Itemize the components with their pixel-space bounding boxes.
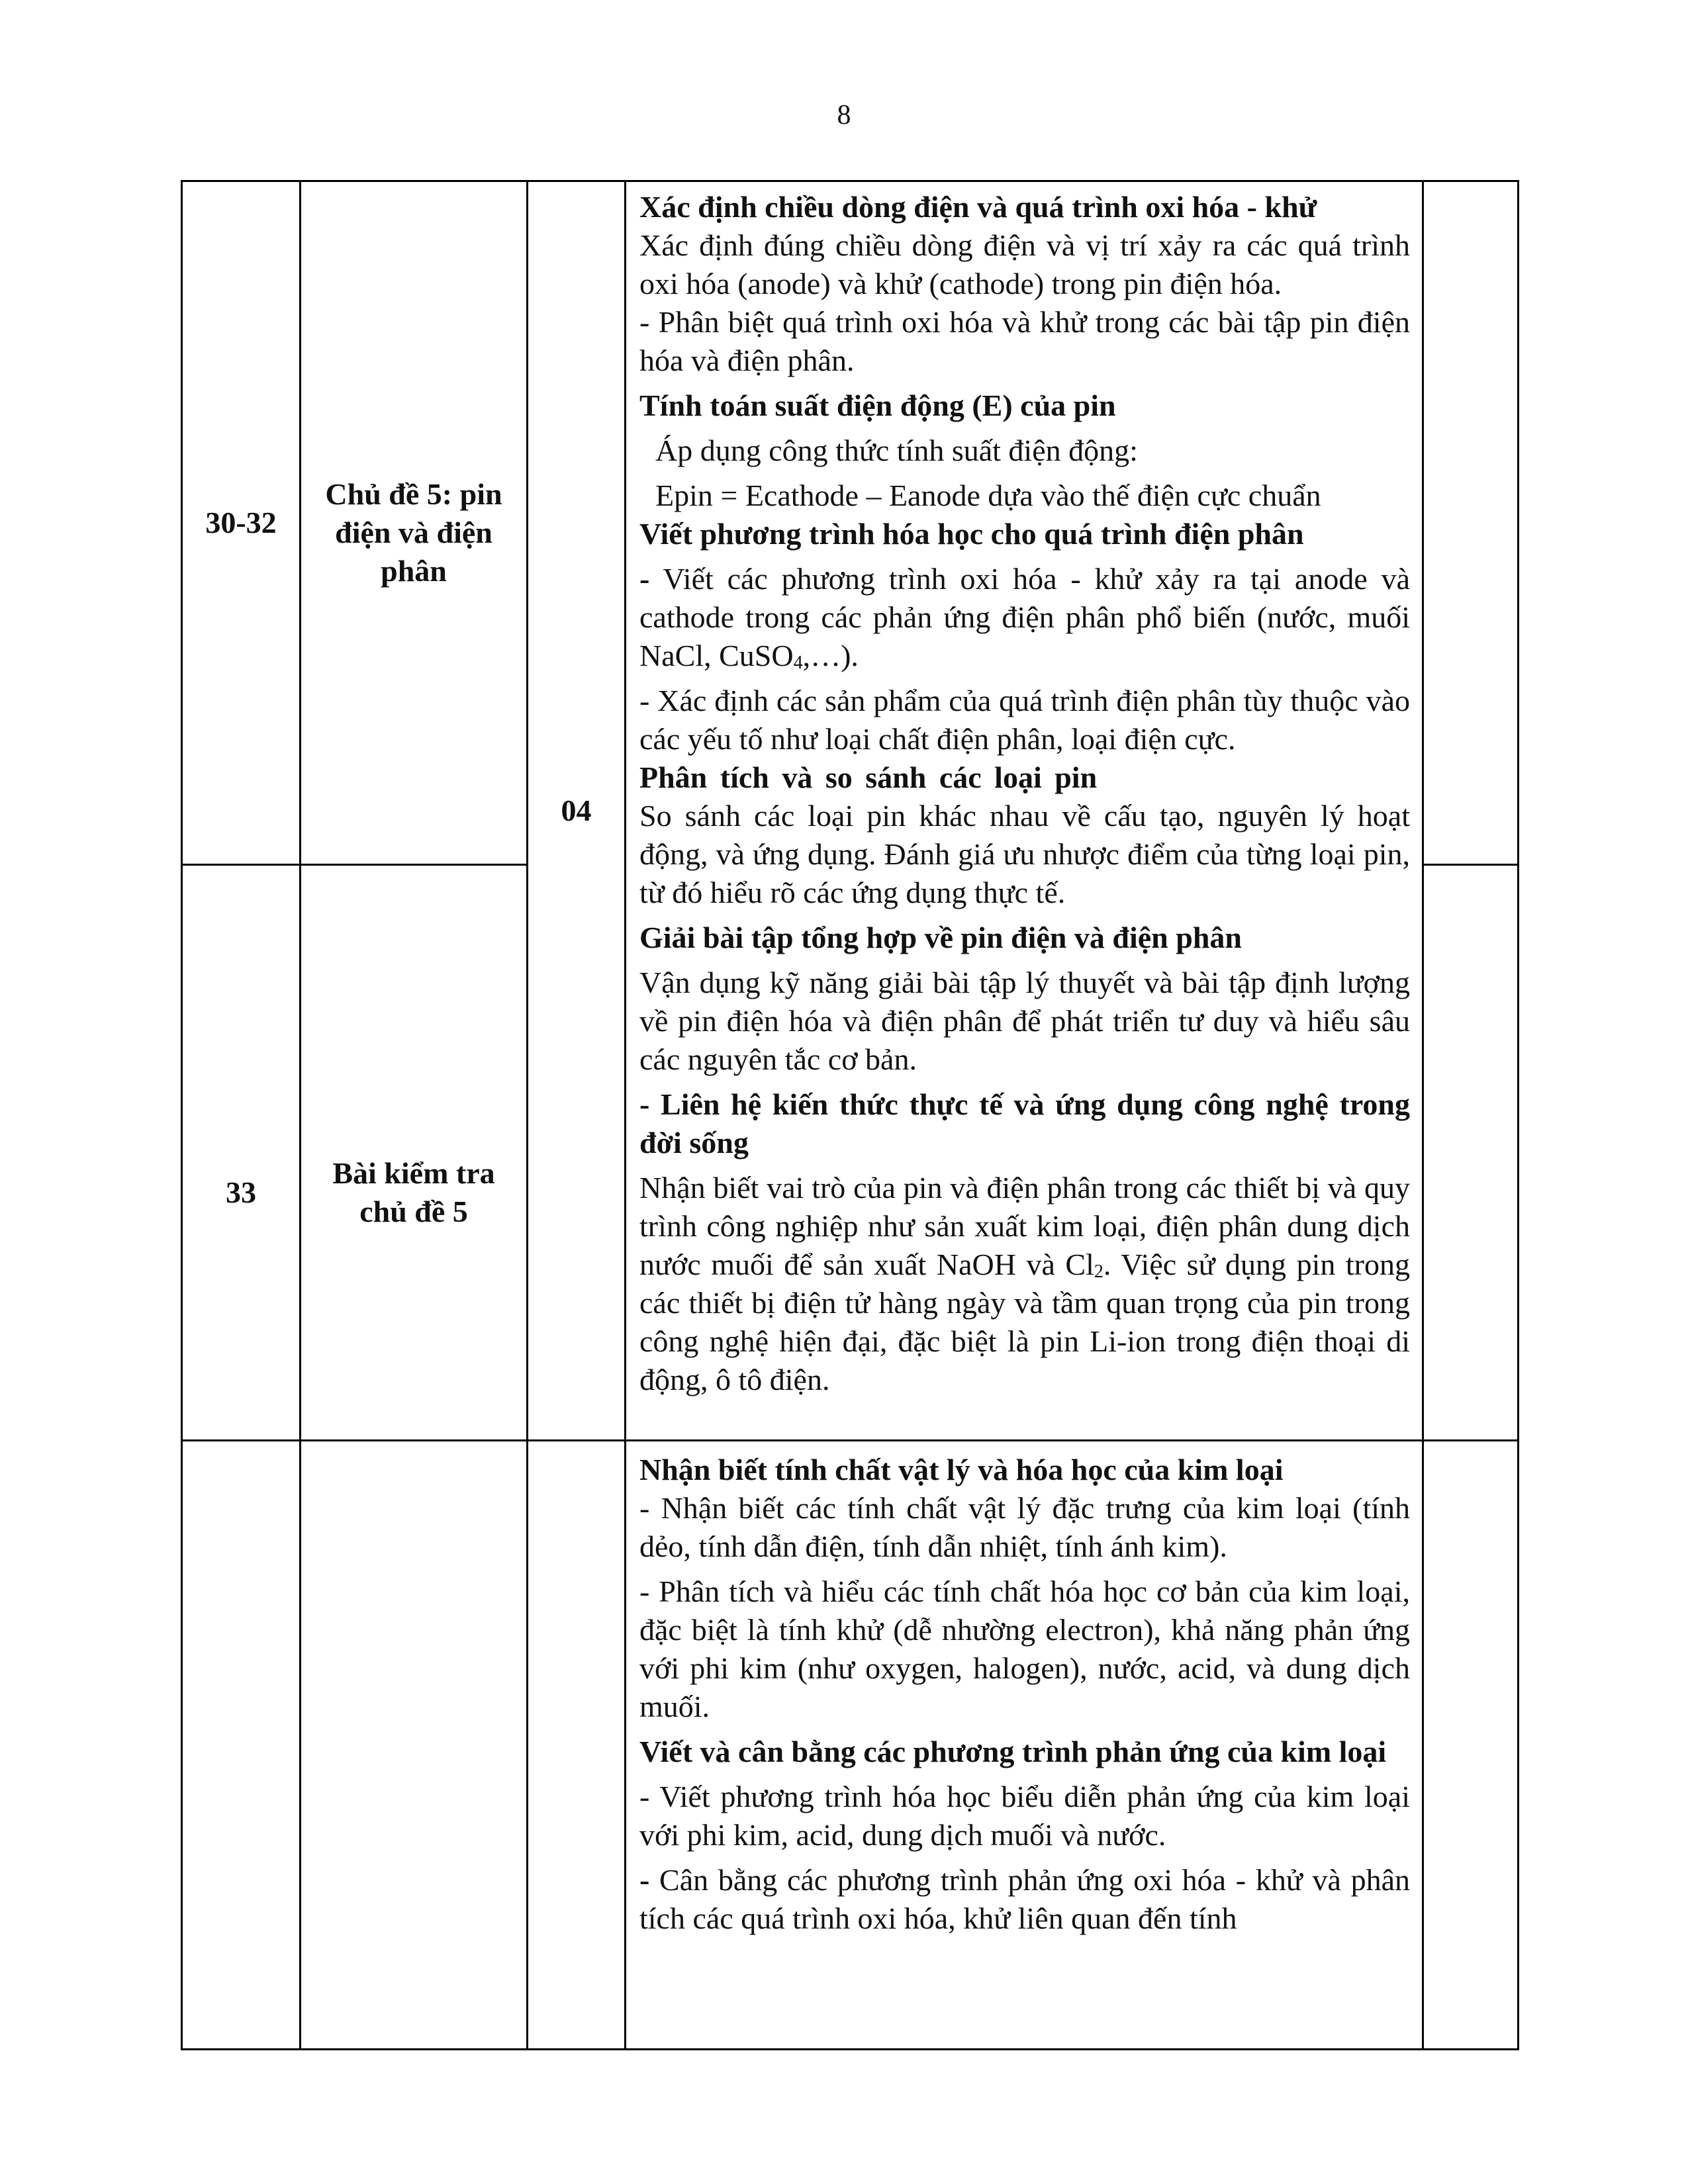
paragraph: - Phân biệt quá trình oxi hóa và khử trong các bài tập pin điện hóa và điện phân.	[639, 305, 1410, 377]
period-value: 33	[226, 1175, 256, 1209]
heading: Phân tích và so sánh các loại pin	[639, 760, 1098, 794]
formula: Epin = Ecathode – Eanode dựa vào thế điện cực chuẩn	[655, 478, 1321, 512]
col-line-6	[1517, 180, 1519, 2050]
heading: Xác định chiều dòng điện và quá trình oxi hóa - khử	[639, 190, 1317, 224]
heading: Viết và cân bằng các phương trình phản ứng của kim loại	[639, 1735, 1387, 1768]
topic-line: chủ đề 5	[359, 1194, 468, 1228]
lessons-cell	[528, 182, 624, 1439]
paragraph: - Nhận biết các tính chất vật lý đặc trưng của kim loại (tính dẻo, tính dẫn điện, tính dẫn nhiệt, tính ánh kim).	[639, 1491, 1410, 1563]
period-cell-2	[183, 866, 299, 1439]
page-number: 8	[837, 100, 851, 130]
col-line-4	[624, 180, 626, 2050]
lessons-value: 04	[561, 794, 592, 827]
paragraph: So sánh các loại pin khác nhau về cấu tạo, nguyên lý hoạt động, và ứng dụng. Đánh giá ưu nhược điểm của từng loại pin, từ đó hiểu rõ các ứng dụng thực tế.	[639, 799, 1410, 909]
heading: - Liên hệ kiến thức thực tế và ứng dụng công nghệ trong đời sống	[639, 1087, 1410, 1160]
paragraph: - Xác định các sản phẩm của quá trình điện phân tùy thuộc vào các yếu tố như loại chất điện phân, loại điện cực.	[639, 684, 1410, 756]
table-border-bottom	[181, 2048, 1519, 2050]
text: Nhận biết vai trò của pin và điện phân trong các thiết bị và quy trình công nghiệp như sản xuất kim loại, điện phân dung dịch nước muối để sản xuất NaOH và Cl	[639, 1171, 1410, 1281]
heading: Tính toán suất điện động (E) của pin	[639, 388, 1116, 422]
paragraph: - Viết phương trình hóa học biểu diễn phản ứng của kim loại với phi kim, acid, dung dịch muối và nước.	[639, 1780, 1410, 1852]
topic-cell-1	[301, 182, 526, 864]
dash: -	[639, 562, 650, 596]
topic-text	[325, 475, 502, 590]
paragraph: Áp dụng công thức tính suất điện động:	[655, 433, 1138, 467]
period-cell-1	[183, 182, 299, 864]
paragraph: - Phân tích và hiểu các tính chất hóa học cơ bản của kim loại, đặc biệt là tính khử (dễ nhường electron), khả năng phản ứng với phi kim (như oxygen, halogen), nước, acid, và dung dịch muối.	[639, 1574, 1410, 1723]
period-value: 30-32	[205, 506, 277, 539]
text: Viết các phương trình oxi hóa - khử xảy ra tại anode và cathode trong các phản ứng điện phân phổ biến (nước, muối NaCl, CuSO	[639, 562, 1410, 672]
paragraph: Xác định đúng chiều dòng điện và vị trí xảy ra các quá trình oxi hóa (anode) và khử (cathode) trong pin điện hóa.	[639, 228, 1410, 300]
topic-line: Bài kiểm tra	[332, 1156, 495, 1190]
dash: -	[639, 1863, 650, 1897]
topic-line: Chủ đề 5: pin	[325, 477, 502, 511]
paragraph	[639, 1169, 1410, 1399]
heading: Viết phương trình hóa học cho quá trình điện phân	[639, 517, 1304, 551]
content-block-1	[639, 188, 1410, 1399]
paragraph	[639, 560, 1410, 675]
topic-cell-2	[301, 866, 526, 1439]
subscript: 4	[793, 653, 803, 673]
content-block-2	[639, 1451, 1410, 1938]
text: Cân bằng các phương trình phản ứng oxi hóa - khử và phân tích các quá trình oxi hóa, khử liên quan đến tính	[639, 1863, 1410, 1935]
col-line-5	[1422, 180, 1424, 2050]
subscript: 2	[1094, 1261, 1103, 1282]
heading: Giải bài tập tổng hợp về pin điện và điện phân	[639, 921, 1242, 954]
topic-line: phân	[381, 554, 447, 588]
paragraph	[639, 1861, 1410, 1938]
section-divider	[181, 1439, 1519, 1441]
heading: Nhận biết tính chất vật lý và hóa học của kim loại	[639, 1453, 1284, 1486]
topic-text	[332, 1154, 494, 1231]
topic-line: điện và điện	[335, 516, 492, 549]
text: . Việc sử dụng pin trong các thiết bị điện tử hàng ngày và tầm quan trọng của pin trong công nghệ hiện đại, đặc biệt là pin Li-ion trong điện thoại di động, ô tô điện.	[639, 1248, 1411, 1396]
paragraph: Vận dụng kỹ năng giải bài tập lý thuyết và bài tập định lượng về pin điện hóa và điện phân để phát triển tư duy và hiểu sâu các nguyên tắc cơ bản.	[639, 966, 1410, 1076]
text: ,…).	[802, 639, 859, 672]
row-divider-right	[1422, 864, 1519, 866]
